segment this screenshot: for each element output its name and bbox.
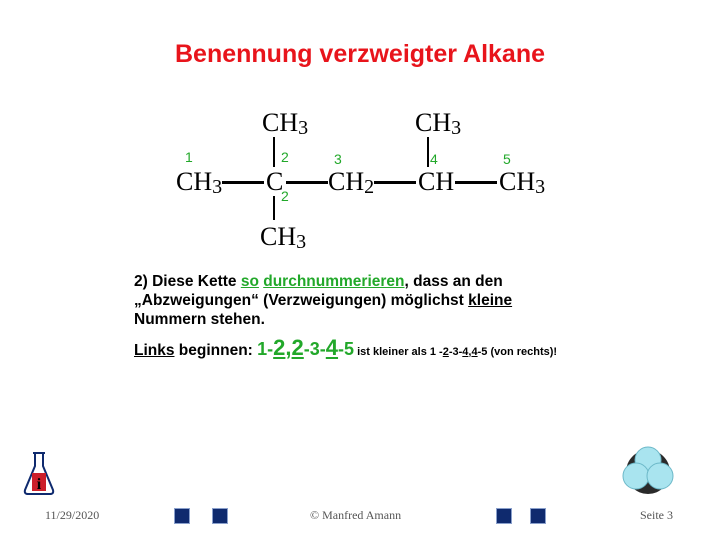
chain-atom-5: $CH_3$: [499, 167, 546, 198]
chain-number-3: 3: [334, 151, 342, 167]
slide-title: Benennung verzweigter Alkane: [175, 40, 545, 68]
chain-number-4: 4: [430, 151, 438, 167]
sequence-part: 1-: [257, 339, 274, 359]
comparison-part: -3-: [448, 346, 463, 358]
explanation-paragraph: [134, 272, 594, 329]
chain-number-5: 5: [503, 151, 511, 167]
bond-vertical-bottom-c2: [273, 196, 275, 220]
nav-last-icon[interactable]: [530, 508, 546, 524]
comparison-part: 4: [471, 346, 478, 358]
nav-prev-icon[interactable]: [212, 508, 228, 524]
bond-vertical-top-c4: [427, 137, 429, 167]
word-links: Links: [134, 342, 175, 359]
bond-3-4: [374, 181, 416, 184]
paragraph-line-2: „Abzweigungen“ (Verzweigungen) möglichst kleine: [134, 292, 513, 309]
molecule-model-icon: [618, 444, 678, 501]
chain-atom-1: $CH_3$: [176, 167, 223, 198]
comparison-part: 2: [442, 346, 449, 358]
sequence-part: 2: [273, 335, 286, 360]
methyl-bottom: $CH_3$: [260, 222, 307, 253]
bond-1-2: [222, 181, 264, 184]
bond-4-5: [455, 181, 497, 184]
chain-number-1: 1: [185, 149, 193, 165]
bond-vertical-top-c2: [273, 137, 275, 167]
chain-number-2-branch: 2: [281, 188, 289, 204]
sequence-part: -3-: [303, 339, 326, 359]
methyl-top-left: $CH_3$: [262, 108, 309, 139]
comparison-prefix: ist kleiner als 1 -: [354, 346, 443, 358]
comparison-part: 4: [462, 346, 469, 358]
footer-page-number: Seite 3: [640, 508, 673, 522]
comparison-part: ,: [468, 346, 472, 358]
nav-first-icon[interactable]: [174, 508, 190, 524]
nav-next-icon[interactable]: [496, 508, 512, 524]
footer-copyright: © Manfred Amann: [310, 508, 402, 522]
comparison-suffix: -5 (von rechts)!: [477, 346, 558, 358]
sequence-part: ,: [285, 335, 292, 360]
chain-atom-4: CH: [418, 167, 455, 196]
svg-text:i: i: [36, 476, 42, 493]
numbering-sequence: [257, 335, 355, 360]
footer-date: 11/29/2020: [45, 508, 100, 522]
sequence-part: -5: [338, 339, 355, 359]
comparison-numbers: [443, 346, 478, 358]
chain-atom-3: $CH_2$: [328, 167, 375, 198]
chain-number-2: 2: [281, 149, 289, 165]
rule-line: Links beginnen: 1-2,2-3-4-5 ist kleiner als 1 -2-3-4,4-5 (von rechts)!: [134, 335, 558, 360]
sequence-part: 4: [325, 335, 339, 360]
bond-2-3: [286, 181, 328, 184]
sequence-part: 2: [291, 335, 304, 360]
chain-atom-2: C: [266, 167, 284, 196]
word-kleine: kleine: [468, 292, 513, 309]
paragraph-line-1: 2) Diese Kette so durchnummerieren, dass an den: [134, 273, 503, 290]
methyl-top-right: $CH_3$: [415, 108, 462, 139]
paragraph-line-3: Nummern stehen.: [134, 311, 265, 328]
flask-info-icon: [22, 450, 56, 501]
word-so: so: [240, 273, 259, 290]
word-durchnummerieren: durchnummerieren: [263, 273, 405, 290]
